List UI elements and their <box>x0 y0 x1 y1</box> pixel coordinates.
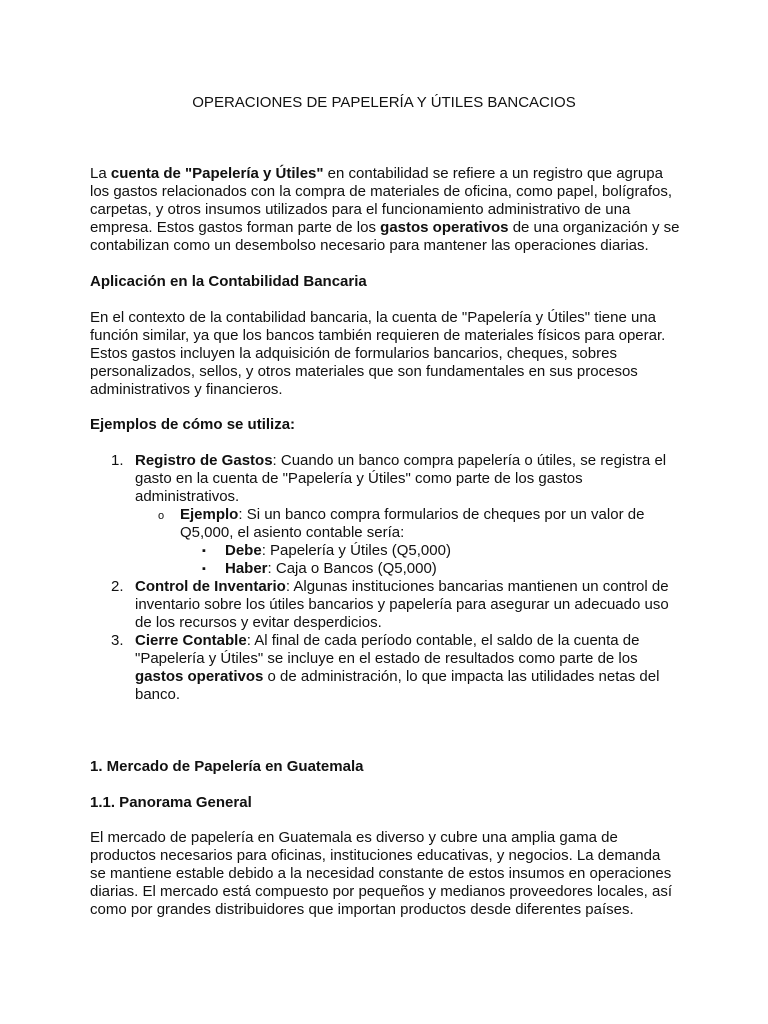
entry-bold: Haber <box>225 560 268 577</box>
ejemplos-heading-block <box>90 416 680 434</box>
list-item-registro <box>90 452 680 578</box>
intro-bold-gastos: gastos operativos <box>380 219 509 236</box>
ejemplos-list-block <box>90 452 680 704</box>
sub-list-item-ejemplo <box>135 506 680 578</box>
list-item-text-end: o de administración, lo que impacta las utilidades netas del banco. <box>135 668 660 703</box>
intro-paragraph <box>90 165 680 255</box>
list-item-bold: Cierre Contable <box>135 632 247 649</box>
entry-bold: Debe <box>225 542 262 559</box>
square-bullet-icon: ▪ <box>202 563 206 575</box>
list-item-text: : Cuando un banco compra papelería o útiles, se registra el gasto en la cuenta de "Papelería y Útiles" como parte de los gastos administrativos. <box>135 452 667 505</box>
intro-text-3: de una organización y se contabilizan como un desembolso necesario para mantener las operaciones diarias. <box>90 219 680 254</box>
entry-text: : Papelería y Útiles (Q5,000) <box>261 542 451 559</box>
entry-item-haber <box>180 560 680 578</box>
list-number: 1. <box>111 452 124 469</box>
sub-item-text: : Si un banco compra formularios de cheques por un valor de Q5,000, el asiento contable sería: <box>180 506 645 541</box>
entry-list <box>180 542 680 578</box>
circle-bullet-icon: o <box>158 510 165 522</box>
sub-list <box>135 506 680 578</box>
panorama-heading: 1.1. Panorama General <box>90 794 252 811</box>
list-number: 2. <box>111 578 124 595</box>
intro-bold-account: cuenta de "Papelería y Útiles" <box>110 165 324 182</box>
aplicacion-heading-block <box>90 273 680 291</box>
mercado-text: El mercado de papelería en Guatemala es diverso y cubre una amplia gama de productos necesarios para oficinas, instituciones educativas, y negocios. La demanda se mantiene estable debido a la necesidad constante de estos insumos en operaciones diarias. El mercado está compuesto por pequeños y medianos proveedores locales, así como por grandes distribuidores que importan productos desde diferentes países. <box>90 829 672 918</box>
list-item-text: : Algunas instituciones bancarias mantienen un control de inventario sobre los útiles bancarios y papelería para asegurar un adecuado uso de los recursos y evitar desperdicios. <box>135 578 669 631</box>
document-title: OPERACIONES DE PAPELERÍA Y ÚTILES BANCACIOS <box>192 94 576 111</box>
ejemplos-list <box>90 452 680 704</box>
aplicacion-paragraph <box>90 309 680 399</box>
list-item-bold: Registro de Gastos <box>135 452 273 469</box>
list-item-inventario <box>90 578 680 632</box>
mercado-heading-block <box>90 758 680 776</box>
entry-item-debe <box>180 542 680 560</box>
square-bullet-icon: ▪ <box>202 545 206 557</box>
aplicacion-heading: Aplicación en la Contabilidad Bancaria <box>90 273 367 290</box>
list-item-bold-gastos: gastos operativos <box>135 668 264 685</box>
intro-text-1: La <box>90 165 111 182</box>
list-item-text: : Al final de cada período contable, el saldo de la cuenta de "Papelería y Útiles" se incluye en el estado de resultados como parte de los <box>135 632 640 667</box>
mercado-paragraph <box>90 829 680 919</box>
ejemplos-heading: Ejemplos de cómo se utiliza: <box>90 416 296 433</box>
panorama-heading-block <box>90 794 680 812</box>
entry-text: : Caja o Bancos (Q5,000) <box>267 560 437 577</box>
list-number: 3. <box>111 632 124 649</box>
list-item-bold: Control de Inventario <box>135 578 286 595</box>
intro-text-2: en contabilidad se refiere a un registro que agrupa los gastos relacionados con la compra de materiales de oficina, como papel, bolígrafos, carpetas, y otros insumos utilizados para el funcionamiento administrativo de una empresa. Estos gastos forman parte de los <box>90 165 672 236</box>
mercado-heading: 1. Mercado de Papelería en Guatemala <box>90 758 364 775</box>
list-item-cierre <box>90 632 680 704</box>
sub-item-bold: Ejemplo <box>180 506 239 523</box>
aplicacion-text: En el contexto de la contabilidad bancaria, la cuenta de "Papelería y Útiles" tiene una función similar, ya que los bancos también requieren de materiales físicos para operar. Estos gastos incluyen la adquisición de formularios bancarios, cheques, sobres personalizados, sellos, y otros materiales que son fundamentales en sus procesos administrativos y financieros. <box>90 309 666 398</box>
